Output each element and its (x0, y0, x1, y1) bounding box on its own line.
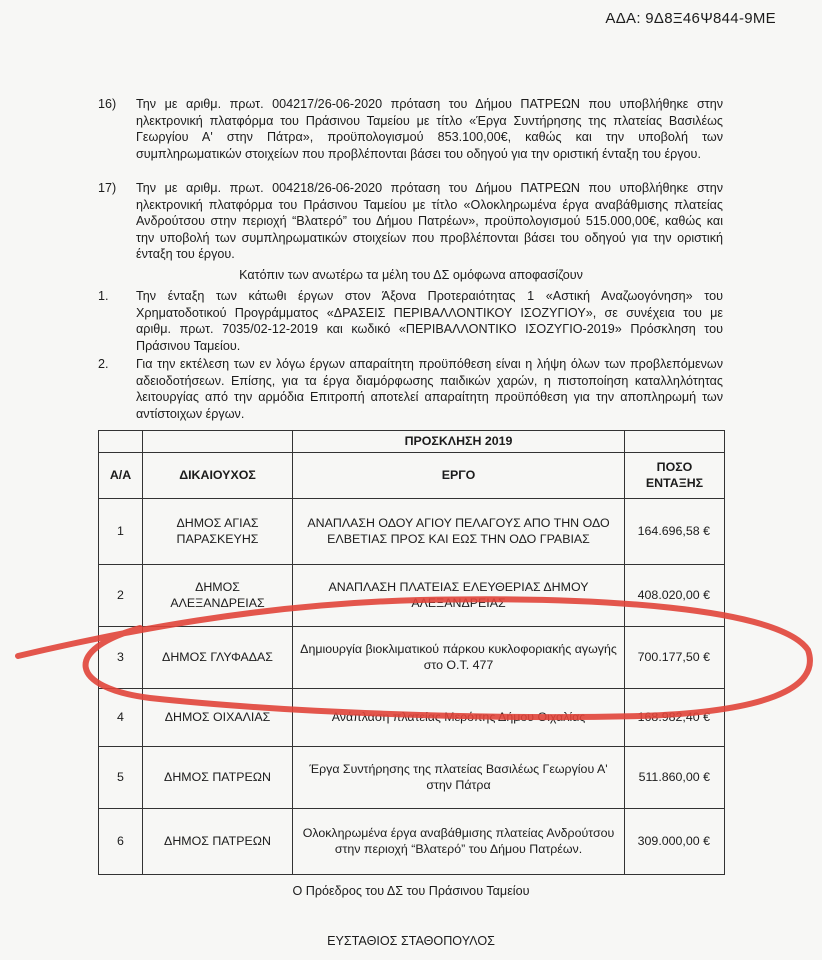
row-aa: 2 (99, 565, 143, 627)
paragraph-17 (98, 180, 723, 263)
row-project: Έργα Συντήρησης της πλατείας Βασιλέως Γεωργίου Α' στην Πάτρα (293, 747, 625, 809)
ada-code: ΑΔΑ: 9Δ8Ξ46Ψ844-9ΜΕ (605, 10, 776, 27)
row-amount: 164.696,58 € (625, 499, 725, 565)
decision-text: Την ένταξη των κάτωθι έργων στον Άξονα Προτεραιότητας 1 «Αστική Αναζωογόνηση» του Χρηματοδοτικού Προγράμματος «ΔΡΑΣΕΙΣ ΠΕΡΙΒΑΛΛΟΝΤΙΚΟΥ ΙΣΟΖΥΓΙΟΥ», σε συνέχεια του με αριθμ. πρωτ. 7035/02-12-2019 και κωδικό «ΠΕΡΙΒΑΛΛΟΝΤΙΚΟ ΙΣΟΖΥΓΙΟ-2019» Πρόσκληση του Πράσινου Ταμείου. (136, 289, 723, 353)
header-aa: Α/Α (99, 453, 143, 499)
row-amount: 700.177,50 € (625, 627, 725, 689)
table-row (99, 747, 725, 809)
table-title: ΠΡΟΣΚΛΗΣΗ 2019 (293, 431, 625, 453)
signature-role: Ο Πρόεδρος του ΔΣ του Πράσινου Ταμείου (292, 884, 530, 898)
decision-number: 2. (98, 357, 109, 371)
row-project: Δημιουργία βιοκλιματικού πάρκου κυκλοφοριακής αγωγής στο Ο.Τ. 477 (293, 627, 625, 689)
row-project: Ολοκληρωμένα έργα αναβάθμισης πλατείας Ανδρούτσου στην περιοχή “Βλατερό” του Δήμου Πατρέων. (293, 809, 625, 875)
table-row (99, 689, 725, 747)
row-beneficiary: ΔΗΜΟΣ ΑΛΕΞΑΝΔΡΕΙΑΣ (143, 565, 293, 627)
row-amount: 309.000,00 € (625, 809, 725, 875)
paragraph-text: Την με αριθμ. πρωτ. 004217/26-06-2020 πρόταση του Δήμου ΠΑΤΡΕΩΝ που υποβλήθηκε στην ηλεκτρονική πλατφόρμα του Πράσινου Ταμείου με τίτλο «Έργα Συντήρησης της πλατείας Βασιλέως Γεωργίου Α' στην Πάτρα», προϋπολογισμού 853.100,00€, καθώς και την υποβολή των συμπληρωματικών στοιχείων που προβλέπονται βάσει του οδηγού για την οριστική ένταξη του έργου. (136, 97, 723, 161)
row-amount: 168.982,40 € (625, 689, 725, 747)
decision-number: 1. (98, 289, 109, 303)
decision-intro: Κατόπιν των ανωτέρω τα μέλη του ΔΣ ομόφωνα αποφασίζουν (239, 268, 583, 282)
row-beneficiary: ΔΗΜΟΣ ΑΓΙΑΣ ΠΑΡΑΣΚΕΥΗΣ (143, 499, 293, 565)
paragraph-16 (98, 96, 723, 162)
row-aa: 3 (99, 627, 143, 689)
decision-1 (98, 288, 723, 354)
paragraph-number: 17) (98, 181, 117, 195)
row-aa: 4 (99, 689, 143, 747)
row-amount: 408.020,00 € (625, 565, 725, 627)
decision-2 (98, 356, 723, 422)
projects-table (98, 430, 725, 875)
signature-name: ΕΥΣΤΑΘΙΟΣ ΣΤΑΘΟΠΟΥΛΟΣ (327, 934, 495, 948)
row-amount: 511.860,00 € (625, 747, 725, 809)
table-row (99, 565, 725, 627)
decision-text: Για την εκτέλεση των εν λόγω έργων απαραίτητη προϋπόθεση είναι η λήψη όλων των προβλεπόμενων αδειοδοτήσεων. Επίσης, για τα έργα διαμόρφωσης παιδικών χαρών, η πιστοποίηση καταλληλότητας λειτουργίας από την αρμόδια Επιτροπή αποτελεί απαραίτητη προϋπόθεση για την αποπληρωμή των αντίστοιχων έργων. (136, 357, 723, 421)
row-aa: 1 (99, 499, 143, 565)
row-beneficiary: ΔΗΜΟΣ ΟΙΧΑΛΙΑΣ (143, 689, 293, 747)
row-beneficiary: ΔΗΜΟΣ ΠΑΤΡΕΩΝ (143, 747, 293, 809)
row-project: ΑΝΑΠΛΑΣΗ ΟΔΟΥ ΑΓΙΟΥ ΠΕΛΑΓΟΥΣ ΑΠΟ ΤΗΝ ΟΔΟ ΕΛΒΕΤΙΑΣ ΠΡΟΣ ΚΑΙ ΕΩΣ ΤΗΝ ΟΔΟ ΓΡΑΒΙΑΣ (293, 499, 625, 565)
header-amount: ΠΟΣΟ ΕΝΤΑΞΗΣ (625, 453, 725, 499)
table-row (99, 627, 725, 689)
row-project: Ανάπλαση πλατείας Μερόπης Δήμου Οιχαλίας (293, 689, 625, 747)
table-row (99, 809, 725, 875)
header-project: ΕΡΓΟ (293, 453, 625, 499)
row-aa: 5 (99, 747, 143, 809)
row-beneficiary: ΔΗΜΟΣ ΓΛΥΦΑΔΑΣ (143, 627, 293, 689)
row-aa: 6 (99, 809, 143, 875)
header-beneficiary: ΔΙΚΑΙΟΥΧΟΣ (143, 453, 293, 499)
row-beneficiary: ΔΗΜΟΣ ΠΑΤΡΕΩΝ (143, 809, 293, 875)
paragraph-number: 16) (98, 97, 117, 111)
row-project: ΑΝΑΠΛΑΣΗ ΠΛΑΤΕΙΑΣ ΕΛΕΥΘΕΡΙΑΣ ΔΗΜΟΥ ΑΛΕΞΑΝΔΡΕΙΑΣ (293, 565, 625, 627)
paragraph-text: Την με αριθμ. πρωτ. 004218/26-06-2020 πρόταση του Δήμου ΠΑΤΡΕΩΝ που υποβλήθηκε στην ηλεκτρονική πλατφόρμα του Πράσινου Ταμείου με τίτλο «Ολοκληρωμένα έργα αναβάθμισης πλατείας Ανδρούτσου στην περιοχή “Βλατερό” του Δήμου Πατρέων», προϋπολογισμού 515.000,00€, καθώς και την υποβολή των συμπληρωματικών στοιχείων που προβλέπονται βάσει του οδηγού για την οριστική ένταξη του έργου. (136, 181, 723, 262)
table-row (99, 499, 725, 565)
